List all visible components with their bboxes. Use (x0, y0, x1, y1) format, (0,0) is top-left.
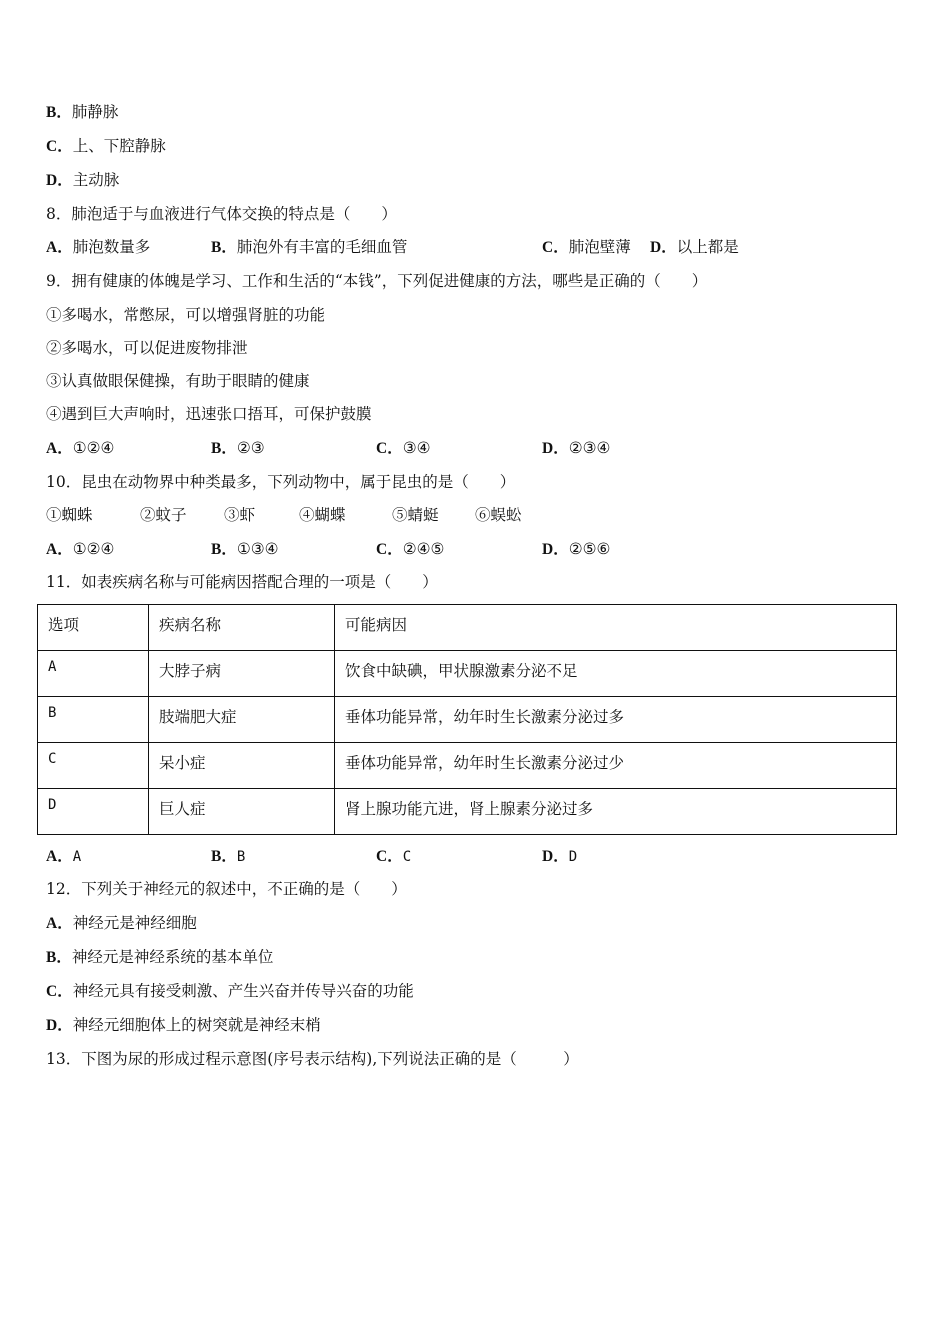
q10-option-a: A．①②④ (46, 540, 115, 558)
q13-stem: 13．下图为尿的形成过程示意图(序号表示结构),下列说法正确的是（ ） (46, 1050, 579, 1068)
q10-animal-4: ④蝴蝶 (299, 506, 346, 524)
table-cell-option: D (38, 789, 149, 835)
table-cell-option: B (38, 697, 149, 743)
q9-statement-4: ④遇到巨大声响时，迅速张口捂耳，可保护鼓膜 (46, 405, 372, 423)
q11-table (37, 604, 897, 835)
table-cell-option: C (38, 743, 149, 789)
table-header-cell: 疾病名称 (149, 605, 335, 651)
q10-animal-1: ①蜘蛛 (46, 506, 93, 524)
table-cell-option: A (38, 651, 149, 697)
q7-option-d: D．主动脉 (46, 171, 120, 189)
table-header-cell: 选项 (38, 605, 149, 651)
q10-animal-6: ⑥蜈蚣 (475, 506, 522, 524)
q10-option-c: C．②④⑤ (376, 540, 445, 558)
table-row (38, 789, 897, 835)
q9-option-a: A．①②④ (46, 439, 115, 457)
q11-option-a: A．A (46, 848, 82, 865)
q12-stem: 12．下列关于神经元的叙述中，不正确的是（ ） (46, 880, 407, 898)
table-cell-cause: 垂体功能异常，幼年时生长激素分泌过多 (335, 697, 897, 743)
table-cell-disease: 大脖子病 (149, 651, 335, 697)
table-header-row (38, 605, 897, 651)
q8-option-c: C．肺泡壁薄 (542, 238, 631, 256)
q10-animal-3: ③虾 (224, 506, 256, 524)
q10-animal-2: ②蚊子 (140, 506, 187, 524)
q9-option-d: D．②③④ (542, 439, 611, 457)
q11-option-b: B．B (211, 848, 246, 865)
table-cell-disease: 呆小症 (149, 743, 335, 789)
table-cell-disease: 肢端肥大症 (149, 697, 335, 743)
q9-statement-1: ①多喝水，常憋尿，可以增强肾脏的功能 (46, 306, 326, 324)
q9-option-c: C．③④ (376, 439, 431, 457)
q9-option-b: B．②③ (211, 439, 265, 457)
q12-option-c: C．神经元具有接受刺激、产生兴奋并传导兴奋的功能 (46, 982, 414, 1000)
q11-option-c: C．C (376, 848, 412, 865)
table-cell-cause: 肾上腺功能亢进，肾上腺素分泌过多 (335, 789, 897, 835)
q12-option-d: D．神经元细胞体上的树突就是神经末梢 (46, 1016, 321, 1034)
q12-option-b: B．神经元是神经系统的基本单位 (46, 948, 274, 966)
q8-option-a: A．肺泡数量多 (46, 238, 151, 256)
q9-stem: 9．拥有健康的体魄是学习、工作和生活的“本钱”，下列促进健康的方法，哪些是正确的（ ） (46, 272, 708, 290)
q8-option-b: B．肺泡外有丰富的毛细血管 (211, 238, 408, 256)
q8-stem: 8．肺泡适于与血液进行气体交换的特点是（ ） (46, 205, 397, 223)
q10-animal-5: ⑤蜻蜓 (392, 506, 439, 524)
table-cell-cause: 饮食中缺碘，甲状腺激素分泌不足 (335, 651, 897, 697)
q9-statement-3: ③认真做眼保健操，有助于眼睛的健康 (46, 372, 310, 390)
table-row (38, 651, 897, 697)
table-row (38, 743, 897, 789)
q10-option-b: B．①③④ (211, 540, 279, 558)
q8-option-d: D．以上都是 (650, 238, 739, 256)
q10-stem: 10．昆虫在动物界中种类最多，下列动物中，属于昆虫的是（ ） (46, 473, 516, 491)
q9-statement-2: ②多喝水，可以促进废物排泄 (46, 339, 248, 357)
table-cell-cause: 垂体功能异常，幼年时生长激素分泌过少 (335, 743, 897, 789)
q12-option-a: A．神经元是神经细胞 (46, 914, 197, 932)
table-row (38, 697, 897, 743)
q7-option-b: B．肺静脉 (46, 103, 119, 121)
q11-stem: 11．如表疾病名称与可能病因搭配合理的一项是（ ） (46, 573, 438, 591)
table-header-cell: 可能病因 (335, 605, 897, 651)
q10-option-d: D．②⑤⑥ (542, 540, 611, 558)
table-cell-disease: 巨人症 (149, 789, 335, 835)
q11-option-d: D．D (542, 848, 578, 865)
q7-option-c: C．上、下腔静脉 (46, 137, 166, 155)
